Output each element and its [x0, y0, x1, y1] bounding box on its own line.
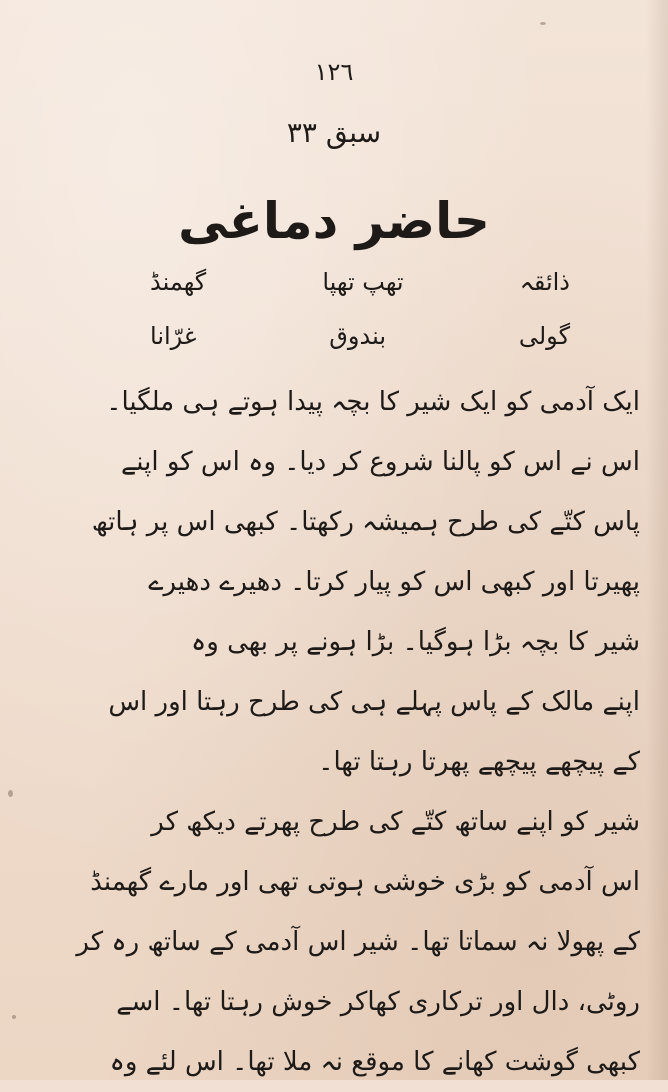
paper-speck — [540, 22, 546, 25]
text-line: شیر کا بچہ بڑا ہوگیا۔ بڑا ہونے پر بھی وہ — [191, 627, 640, 657]
vocabulary-word: تھپ تھپا — [322, 268, 404, 296]
vocabulary-row — [150, 268, 570, 296]
text-line: روٹی، دال اور ترکاری کھاکر خوش رہتا تھا۔ اسے — [116, 987, 640, 1017]
paper-speck — [8, 790, 13, 797]
vocabulary-word: غرّانا — [150, 322, 197, 350]
lesson-title: حاضر دماغی — [178, 192, 490, 250]
vocabulary-word: بندوق — [329, 322, 387, 350]
text-line: ایک آدمی کو ایک شیر کا بچہ پیدا ہوتے ہی ملگیا۔ — [106, 387, 640, 417]
vocabulary-word: گھمنڈ — [150, 268, 207, 296]
vocabulary-word: گولی — [518, 322, 570, 350]
story-text — [62, 372, 640, 1092]
text-line: پاس کتّے کی طرح ہمیشہ رکھتا۔ کبھی اس پر ہاتھ — [91, 507, 640, 537]
vocabulary-word: ذائقہ — [519, 268, 570, 296]
text-line: پھیرتا اور کبھی اس کو پیار کرتا۔ دھیرے دھیرے — [148, 567, 640, 597]
vocabulary-row — [150, 322, 570, 350]
page-number: ١٢٦ — [314, 58, 354, 86]
text-line: اپنے مالک کے پاس پہلے ہی کی طرح رہتا اور اس — [108, 687, 640, 717]
text-line: کے پیچھے پیچھے پھرتا رہتا تھا۔ — [318, 747, 640, 777]
text-line: کے پھولا نہ سماتا تھا۔ شیر اس آدمی کے ساتھ رہ کر — [76, 927, 640, 957]
text-line: اس آدمی کو بڑی خوشی ہوتی تھی اور مارے گھمنڈ — [90, 867, 640, 897]
text-line: اس نے اس کو پالنا شروع کر دیا۔ وہ اس کو اپنے — [121, 447, 640, 477]
lesson-number: سبق ٣٣ — [286, 116, 382, 149]
page-edge-shadow — [646, 0, 668, 1080]
text-line: شیر کو اپنے ساتھ کتّے کی طرح پھرتے دیکھ کر — [151, 807, 640, 837]
paper-speck — [12, 1015, 16, 1019]
text-line: کبھی گوشت کھانے کا موقع نہ ملا تھا۔ اس لئے وہ — [109, 1047, 640, 1077]
